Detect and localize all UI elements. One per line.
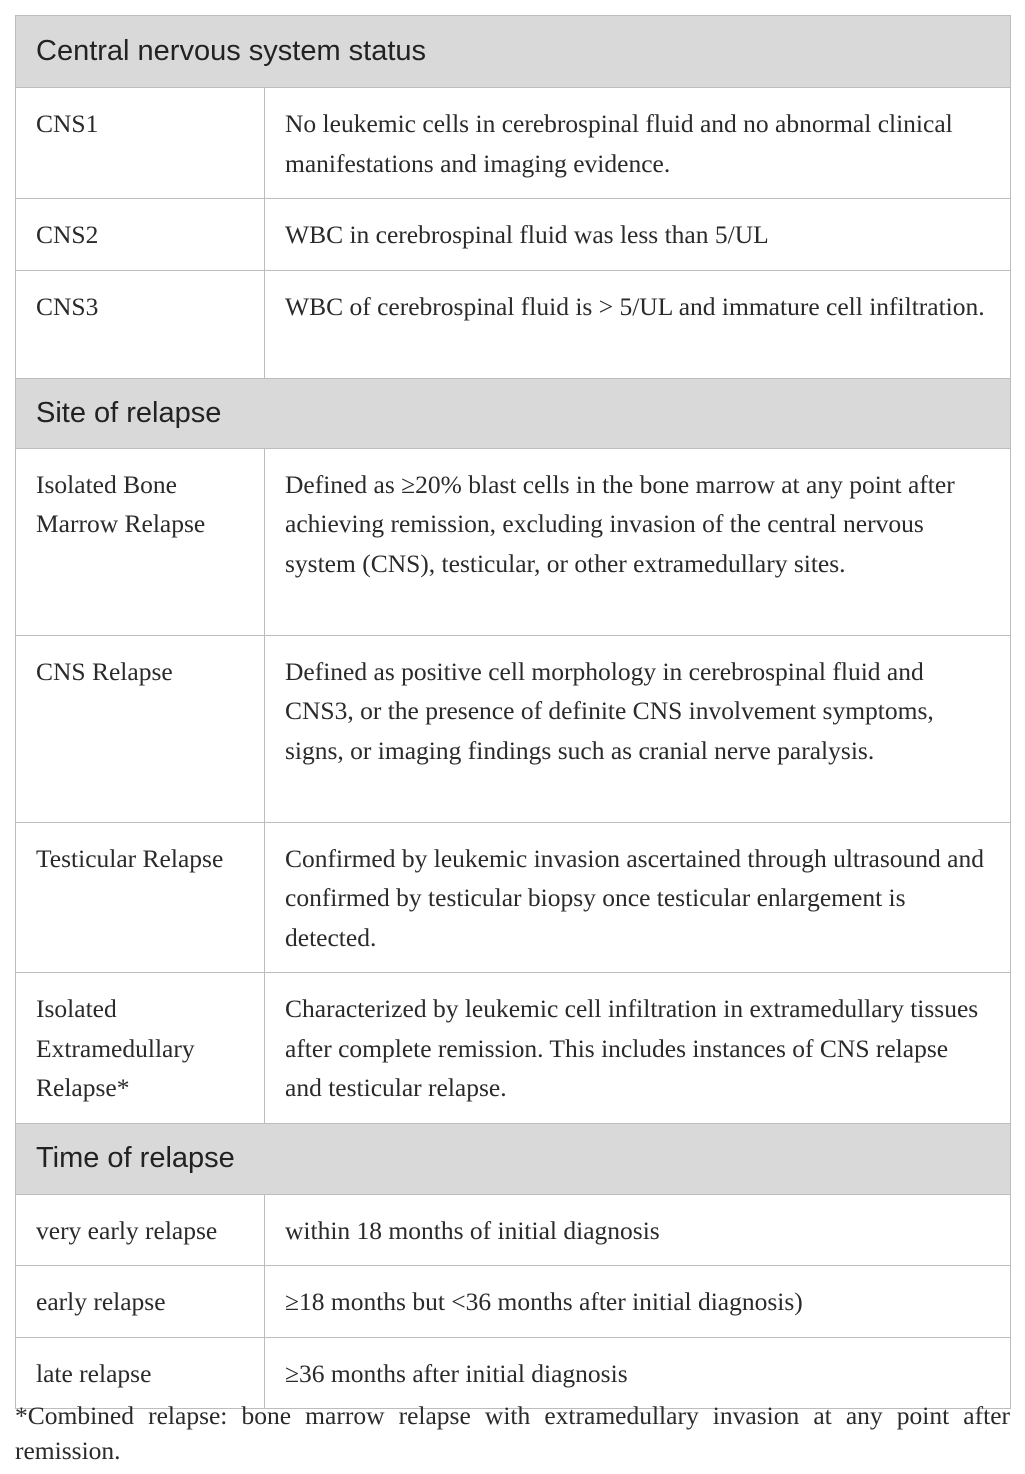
row-label: CNS2 — [16, 199, 265, 271]
table-row — [16, 199, 1011, 271]
row-label: late relapse — [16, 1337, 265, 1409]
row-label: Testicular Relapse — [16, 822, 265, 973]
table-row — [16, 1266, 1011, 1338]
row-label: CNS Relapse — [16, 635, 265, 822]
definitions-table-container — [15, 15, 1010, 1409]
table-row — [16, 822, 1011, 973]
section-title-site-of-relapse: Site of relapse — [16, 378, 1011, 448]
section-header-row — [16, 1123, 1011, 1194]
row-label: early relapse — [16, 1266, 265, 1338]
row-description: ≥36 months after initial diagnosis — [265, 1337, 1011, 1409]
row-description: No leukemic cells in cerebrospinal fluid and no abnormal clinical manifestations and imaging evidence. — [265, 88, 1011, 199]
row-label: CNS1 — [16, 88, 265, 199]
row-description: Defined as positive cell morphology in cerebrospinal fluid and CNS3, or the presence of definite CNS involvement symptoms, signs, or imaging findings such as cranial nerve paralysis. — [265, 635, 1011, 822]
row-description: WBC of cerebrospinal fluid is > 5/UL and immature cell infiltration. — [265, 270, 1011, 378]
table-footnote: *Combined relapse: bone marrow relapse with extramedullary invasion at any point after remission. — [15, 1401, 1010, 1465]
table-row — [16, 270, 1011, 378]
section-header-row — [16, 16, 1011, 88]
row-description: Confirmed by leukemic invasion ascertained through ultrasound and confirmed by testicular biopsy once testicular enlargement is detected. — [265, 822, 1011, 973]
row-label: Isolated Extramedullary Relapse* — [16, 973, 265, 1124]
table-row — [16, 88, 1011, 199]
table-row — [16, 448, 1011, 635]
row-label: Isolated Bone Marrow Relapse — [16, 448, 265, 635]
row-description: WBC in cerebrospinal fluid was less than 5/UL — [265, 199, 1011, 271]
definitions-table — [15, 15, 1011, 1409]
table-row — [16, 1194, 1011, 1266]
row-description: Characterized by leukemic cell infiltration in extramedullary tissues after complete remission. This includes instances of CNS relapse and testicular relapse. — [265, 973, 1011, 1124]
table-row — [16, 635, 1011, 822]
row-description: Defined as ≥20% blast cells in the bone marrow at any point after achieving remission, excluding invasion of the central nervous system (CNS), testicular, or other extramedullary sites. — [265, 448, 1011, 635]
section-title-cns-status: Central nervous system status — [16, 16, 1011, 88]
table-row — [16, 973, 1011, 1124]
section-header-row — [16, 378, 1011, 448]
row-label: very early relapse — [16, 1194, 265, 1266]
row-description: ≥18 months but <36 months after initial diagnosis) — [265, 1266, 1011, 1338]
section-title-time-of-relapse: Time of relapse — [16, 1123, 1011, 1194]
row-description: within 18 months of initial diagnosis — [265, 1194, 1011, 1266]
row-label: CNS3 — [16, 270, 265, 378]
